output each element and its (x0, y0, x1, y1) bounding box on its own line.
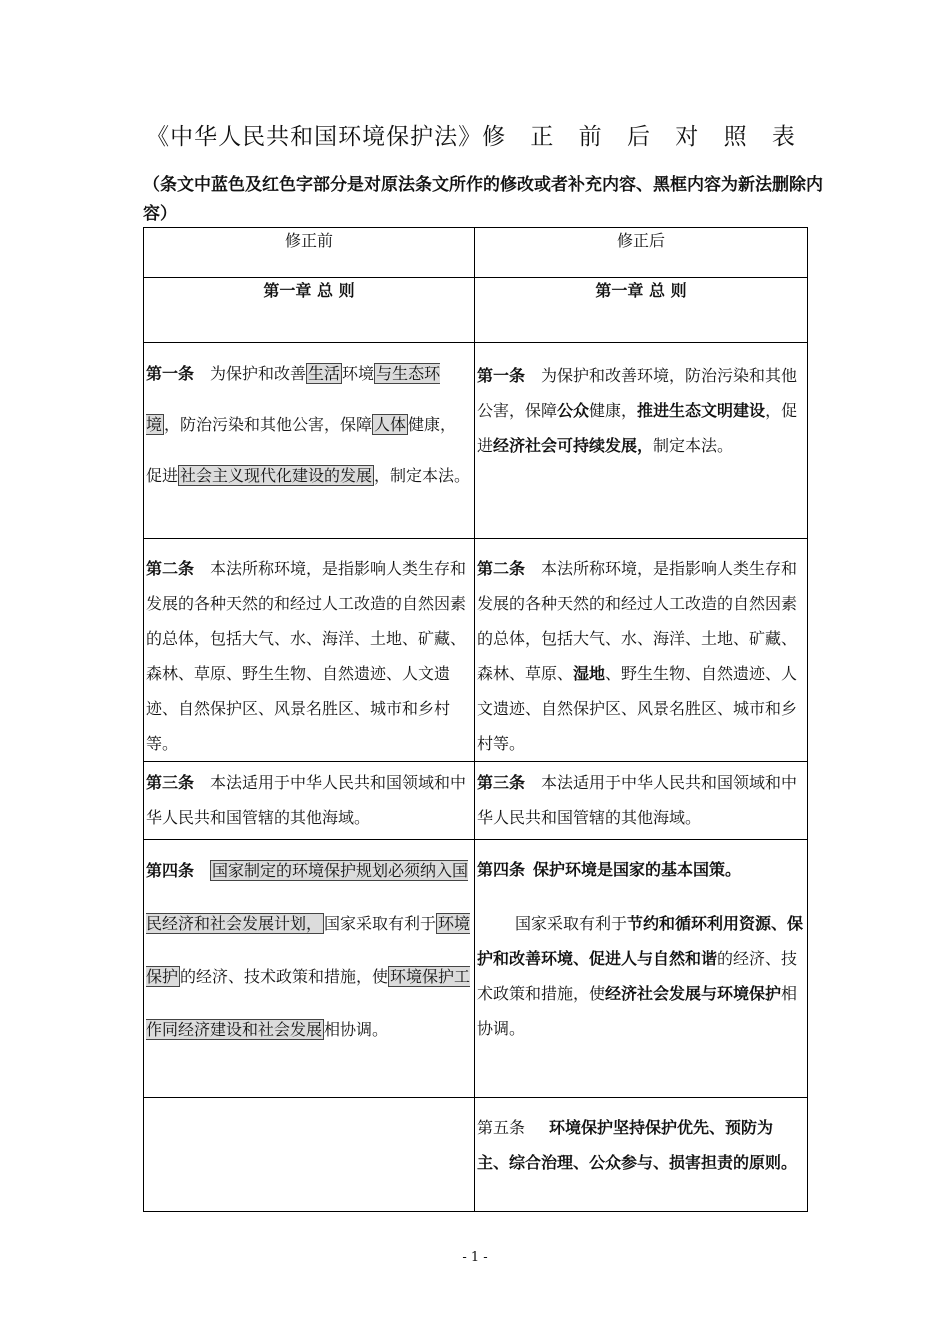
article-text: 健康， (589, 401, 638, 420)
article-2-after (475, 539, 808, 762)
table-row-article-5 (144, 1098, 808, 1212)
document-note: （条文中蓝色及红色字部分是对原法条文所作的修改或者补充内容、黑框内容为新法删除内容） (143, 175, 823, 224)
article-text: 相协调。 (477, 984, 798, 1038)
article-label: 第二条 (477, 559, 526, 578)
table-row-article-2 (144, 539, 808, 762)
added-text: 保护环境是国家的基本国策。 (533, 860, 742, 879)
article-text: ，制定本法。 (374, 466, 471, 485)
article-text: 制定本法。 (653, 436, 734, 455)
chapter-row (144, 278, 808, 343)
article-text: 健康，促进 (146, 415, 457, 485)
chapter-title-after: 第一章 总 则 (475, 278, 808, 343)
deleted-text: 社会主义现代化建设的发展 (180, 466, 373, 485)
comparison-table (143, 227, 808, 1212)
column-header-before: 修正前 (144, 228, 475, 278)
added-text: 公众 (557, 401, 590, 420)
article-label: 第二条 (146, 559, 195, 578)
article-label: 第四条 (477, 860, 526, 879)
article-label: 第三条 (477, 773, 526, 792)
article-label: 第一条 (477, 366, 526, 385)
added-text: 经济社会发展与环境保护 (605, 984, 782, 1003)
article-text: ，促进 (477, 401, 798, 455)
deleted-text: 与生态环境 (146, 364, 441, 434)
deleted-text: 人体 (374, 415, 407, 434)
article-label: 第四条 (146, 861, 195, 880)
article-label: 第三条 (146, 773, 195, 792)
table-row-article-1 (144, 343, 808, 539)
deleted-text: 环境保护 (146, 914, 471, 986)
article-text: 为保护和改善 (194, 364, 307, 383)
table-row-article-4 (144, 840, 808, 1098)
article-text: 本法适用于中华人民共和国领域和中华人民共和国管辖的其他海域。 (146, 773, 467, 827)
article-text: ，防治污染和其他公害，保障 (164, 415, 373, 434)
article-5-after (475, 1098, 808, 1212)
page-number: - 1 - (462, 1250, 488, 1265)
added-text: 推进生态文明建设 (637, 401, 766, 420)
article-text: 相协调。 (324, 1020, 389, 1039)
article-1-before (144, 343, 475, 539)
added-text: 节约和循环利用资源、保护和改善环境、促进人与自然和谐 (477, 914, 804, 968)
article-3-before (144, 762, 475, 840)
article-2-before (144, 539, 475, 762)
article-text: 国家采取有利于 (515, 914, 628, 933)
article-4-before (144, 840, 475, 1098)
article-5-before-empty (144, 1098, 475, 1212)
document-title (0, 118, 950, 151)
article-text: 为保护和改善环境，防治污染和其他公害，保障 (477, 366, 798, 420)
article-3-after (475, 762, 808, 840)
article-text: 本法适用于中华人民共和国领域和中华人民共和国管辖的其他海域。 (477, 773, 798, 827)
chapter-title-before: 第一章 总 则 (144, 278, 475, 343)
article-text: 的经济、技术政策和措施，使 (477, 949, 798, 1003)
article-text: 国家采取有利于 (324, 914, 437, 933)
article-text: 的经济、技术政策和措施，使 (180, 967, 389, 986)
deleted-text: 国家制定的环境保护规划必须纳入国民经济和社会发展计划， (146, 861, 469, 933)
article-1-after (475, 343, 808, 539)
table-row-article-3 (144, 762, 808, 840)
article-text: 、野生生物、自然遗迹、人文遗迹、自然保护区、风景名胜区、城市和乡村等。 (477, 664, 798, 753)
article-4-after (475, 840, 808, 1098)
table-header-row (144, 228, 808, 278)
title-suffix: 修 正 前 后 对 照 表 (482, 124, 804, 150)
title-main: 《中华人民共和国环境保护法》 (146, 124, 483, 150)
added-text: 湿地 (573, 664, 606, 683)
deleted-text: 环境保护工作同经济建设和社会发展 (146, 967, 471, 1039)
column-header-after: 修正后 (475, 228, 808, 278)
article-text: 本法所称环境，是指影响人类生存和发展的各种天然的和经过人工改造的自然因素的总体，包括大气、水、海洋、土地、矿藏、森林、草原、野生生物、自然遗迹、人文遗迹、自然保护区、风景名胜区、城市和乡村等。 (146, 559, 467, 753)
article-label: 第五条 (477, 1118, 526, 1137)
added-text: 经济社会可持续发展， (493, 436, 654, 455)
article-text: 本法所称环境，是指影响人类生存和发展的各种天然的和经过人工改造的自然因素的总体，包括大气、水、海洋、土地、矿藏、森林、草原、 (477, 559, 798, 683)
article-text: 环境 (342, 364, 375, 383)
deleted-text: 生活 (308, 364, 341, 383)
added-text: 环境保护坚持保护优先、预防为主、综合治理、公众参与、损害担责的原则。 (477, 1118, 798, 1172)
article-label: 第一条 (146, 364, 195, 383)
